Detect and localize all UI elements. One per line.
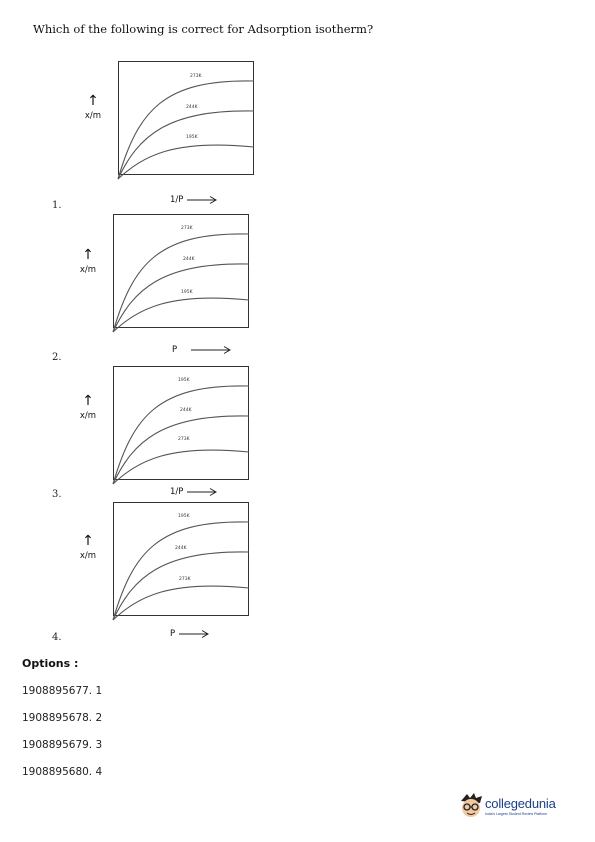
- option-4[interactable]: 1908895680. 4: [22, 766, 103, 778]
- curve-label-middle: 244K: [175, 546, 187, 551]
- y-axis-label: ↑ x/m: [73, 248, 103, 275]
- graph-number: 2.: [52, 352, 62, 363]
- isotherm-plot: [118, 61, 254, 175]
- isotherm-curve-top: [118, 81, 254, 179]
- curve-label-middle: 244K: [186, 105, 198, 110]
- x-axis-label: P: [170, 629, 209, 639]
- plot-frame: [113, 366, 249, 480]
- up-arrow-icon: ↑: [82, 533, 94, 549]
- graph-number: 1.: [52, 200, 62, 211]
- isotherm-curve-bottom: [118, 145, 254, 179]
- x-axis-label: 1/P: [170, 195, 217, 205]
- isotherm-plot: [113, 366, 249, 480]
- option-3[interactable]: 1908895679. 3: [22, 739, 103, 751]
- right-arrow-icon: [187, 196, 217, 204]
- collegedunia-logo: [458, 792, 578, 824]
- curve-label-bottom: 195K: [186, 135, 198, 140]
- option-2[interactable]: 1908895678. 2: [22, 712, 103, 724]
- y-axis-label: ↑ x/m: [73, 394, 103, 421]
- plot-frame: [113, 214, 249, 328]
- curve-label-bottom: 195K: [181, 290, 193, 295]
- right-arrow-icon: [191, 346, 231, 354]
- curve-label-top: 273K: [190, 74, 202, 79]
- logo-tagline: India's Largest Student Review Platform: [485, 812, 548, 816]
- isotherm-curve-top: [113, 386, 249, 484]
- curve-label-middle: 244K: [183, 257, 195, 262]
- curve-label-top: 195K: [178, 514, 190, 519]
- logo-brand-text: collegedunia: [485, 796, 556, 811]
- isotherm-curve-bottom: [113, 298, 249, 332]
- curve-label-bottom: 273K: [179, 577, 191, 582]
- up-arrow-icon: ↑: [82, 247, 94, 263]
- isotherm-curve-top: [113, 522, 249, 620]
- options-title: Options :: [22, 657, 79, 670]
- mascot-icon: [458, 792, 484, 822]
- up-arrow-icon: ↑: [82, 393, 94, 409]
- graph-number: 4.: [52, 632, 62, 643]
- up-arrow-icon: ↑: [87, 93, 99, 109]
- isotherm-plot: [113, 214, 249, 328]
- y-axis-label: ↑ x/m: [73, 534, 103, 561]
- plot-frame: [118, 61, 254, 175]
- option-1[interactable]: 1908895677. 1: [22, 685, 103, 697]
- right-arrow-icon: [179, 630, 209, 638]
- question-text: Which of the following is correct for Adsorption isotherm?: [33, 22, 374, 36]
- plot-frame: [113, 502, 249, 616]
- isotherm-plot: [113, 502, 249, 616]
- curve-label-middle: 244K: [180, 408, 192, 413]
- x-axis-label: 1/P: [170, 487, 217, 497]
- x-axis-label: P: [172, 345, 231, 355]
- isotherm-curve-bottom: [113, 586, 249, 620]
- y-axis-label: ↑ x/m: [78, 94, 108, 121]
- curve-label-top: 273K: [181, 226, 193, 231]
- isotherm-curve-bottom: [113, 450, 249, 484]
- isotherm-curve-top: [113, 234, 249, 332]
- curve-label-top: 195K: [178, 378, 190, 383]
- curve-label-bottom: 273K: [178, 437, 190, 442]
- graph-number: 3.: [52, 489, 62, 500]
- right-arrow-icon: [187, 488, 217, 496]
